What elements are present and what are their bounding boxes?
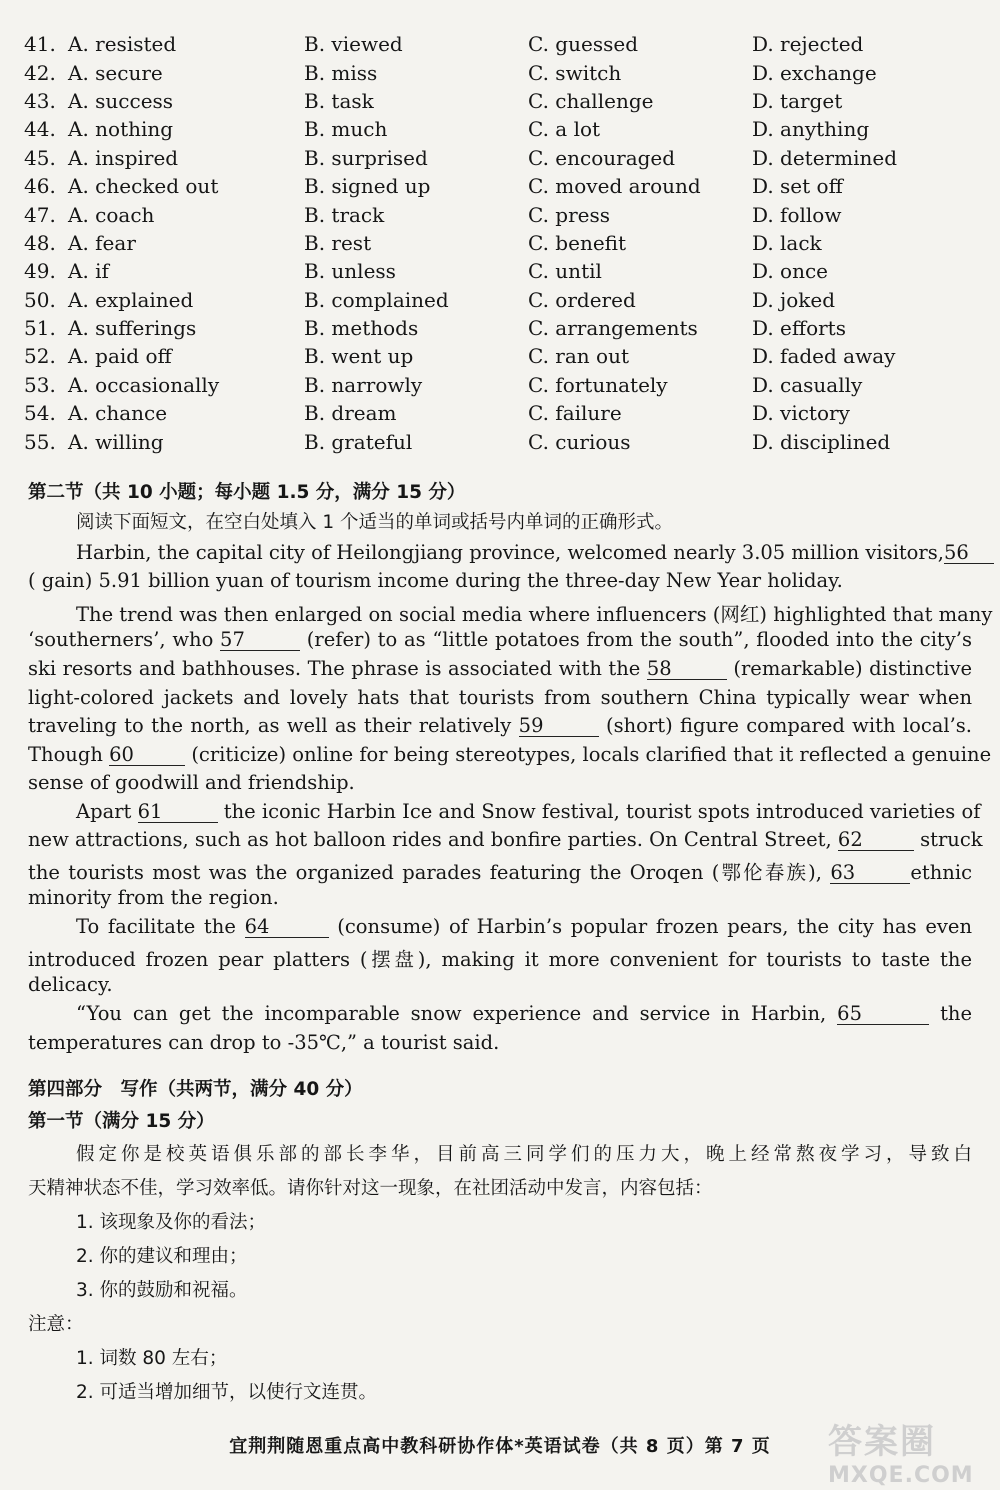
option-b: B. viewed: [304, 32, 403, 57]
option-c: C. ran out: [528, 344, 629, 369]
blank-56: 56: [944, 543, 994, 564]
blank-59: 59: [519, 716, 599, 737]
part4-heading: 第四部分 写作（共两节，满分 40 分）: [28, 1079, 363, 1100]
option-row: [24, 58, 984, 86]
option-c: C. curious: [528, 429, 631, 454]
passage-line-18: temperatures can drop to -35℃,” a tourist said.: [28, 1031, 500, 1054]
question-number: 55.: [24, 429, 56, 454]
option-c: C. switch: [528, 60, 622, 85]
option-d: D. lack: [752, 230, 822, 255]
option-d: D. victory: [752, 401, 850, 426]
blank-64: 64: [245, 917, 329, 938]
option-d: D. target: [752, 88, 843, 113]
option-a: A. paid off: [68, 344, 172, 369]
option-d: D. determined: [752, 145, 897, 170]
page-footer: 宜荆荆随恩重点高中教科研协作体*英语试卷（共 8 页）第 7 页: [229, 1436, 771, 1457]
option-row: [24, 229, 984, 257]
passage-line-4: ‘southerners’, who 57 (refer) to as “little potatoes from the south”, flooded into the city’s: [28, 628, 972, 651]
option-d: D. faded away: [752, 344, 896, 369]
option-b: B. methods: [304, 316, 419, 341]
option-a: A. secure: [68, 60, 163, 85]
option-b: B. unless: [304, 259, 396, 284]
section2-instruction: 阅读下面短文，在空白处填入 1 个适当的单词或括号内单词的正确形式。: [76, 512, 674, 533]
option-b: B. went up: [304, 344, 414, 369]
passage-line-14: To facilitate the 64 (consume) of Harbin’s popular frozen pears, the city has even: [76, 915, 973, 938]
passage-line-5: ski resorts and bathhouses. The phrase is associated with the 58 (remarkable) distinctive: [28, 657, 973, 680]
option-d: D. anything: [752, 117, 870, 142]
passage-line-2: ( gain) 5.91 billion yuan of tourism income during the three-day New Year holiday.: [28, 569, 843, 592]
option-c: C. fortunately: [528, 372, 668, 397]
option-b: B. dream: [304, 401, 397, 426]
question-number: 44.: [24, 117, 56, 142]
question-number: 53.: [24, 372, 56, 397]
question-number: 42.: [24, 60, 56, 85]
option-b: B. track: [304, 202, 385, 227]
option-a: A. coach: [68, 202, 155, 227]
option-a: A. if: [68, 259, 109, 284]
option-c: C. benefit: [528, 230, 627, 255]
option-c: C. guessed: [528, 32, 638, 57]
option-a: A. nothing: [68, 117, 174, 142]
question-number: 49.: [24, 259, 56, 284]
option-row: [24, 257, 984, 285]
option-b: B. surprised: [304, 145, 428, 170]
option-row: [24, 87, 984, 115]
option-c: C. arrangements: [528, 316, 698, 341]
passage-line-7: traveling to the north, as well as their relatively 59 (short) figure compared with local’s.: [28, 714, 973, 737]
option-d: D. once: [752, 259, 828, 284]
option-a: A. occasionally: [68, 372, 220, 397]
option-row: [24, 115, 984, 143]
option-c: C. until: [528, 259, 602, 284]
option-d: D. exchange: [752, 60, 877, 85]
task-line-1: 假定你是校英语俱乐部的部长李华，目前高三同学们的压力大，晚上经常熬夜学习，导致白: [76, 1144, 972, 1165]
option-row: [24, 172, 984, 200]
question-number: 45.: [24, 145, 56, 170]
option-c: C. ordered: [528, 287, 636, 312]
option-c: C. press: [528, 202, 611, 227]
option-b: B. complained: [304, 287, 449, 312]
question-number: 51.: [24, 316, 56, 341]
part4-subheading: 第一节（满分 15 分）: [28, 1111, 215, 1132]
passage-line-9: sense of goodwill and friendship.: [28, 771, 355, 794]
option-row: [24, 314, 984, 342]
option-row: [24, 371, 984, 399]
passage-line-8: Though 60 (criticize) online for being stereotypes, locals clarified that it reflected a genuine: [28, 743, 992, 766]
option-row: [24, 342, 984, 370]
blank-58: 58: [647, 659, 727, 680]
passage-line-6: light-colored jackets and lovely hats that tourists from southern China typically wear when: [28, 686, 972, 709]
option-a: A. willing: [68, 429, 164, 454]
option-a: A. inspired: [68, 145, 179, 170]
option-b: B. miss: [304, 60, 378, 85]
question-number: 41.: [24, 32, 56, 57]
passage-line-16: delicacy.: [28, 973, 113, 996]
option-row: [24, 427, 984, 455]
note-item-2: 2. 可适当增加细节，以使行文连贯。: [76, 1382, 378, 1403]
task-item-3: 3. 你的鼓励和祝福。: [76, 1280, 248, 1301]
option-row: [24, 399, 984, 427]
question-number: 43.: [24, 88, 56, 113]
option-a: A. explained: [68, 287, 194, 312]
option-d: D. joked: [752, 287, 836, 312]
blank-57: 57: [220, 630, 300, 651]
blank-65: 65: [837, 1004, 929, 1025]
option-a: A. chance: [68, 401, 168, 426]
option-c: C. a lot: [528, 117, 601, 142]
watermark-logo: 答案圈 MXQE.COM: [828, 1422, 974, 1488]
option-a: A. fear: [68, 230, 136, 255]
passage-line-13: minority from the region.: [28, 886, 279, 909]
option-d: D. efforts: [752, 316, 846, 341]
passage-line-10: Apart 61 the iconic Harbin Ice and Snow festival, tourist spots introduced varieties of: [76, 800, 981, 823]
section2-heading: 第二节（共 10 小题；每小题 1.5 分，满分 15 分）: [28, 482, 466, 503]
option-row: [24, 286, 984, 314]
option-row: [24, 200, 984, 228]
option-row: [24, 30, 984, 58]
blank-63: 63: [830, 863, 910, 884]
option-c: C. challenge: [528, 88, 654, 113]
passage-line-15: introduced frozen pear platters (摆盘), making it more convenient for tourists to taste the: [28, 948, 972, 971]
option-a: A. sufferings: [68, 316, 197, 341]
option-b: B. signed up: [304, 174, 431, 199]
passage-line-12: the tourists most was the organized parades featuring the Oroqen (鄂伦春族), 63 ethnic: [28, 861, 973, 884]
option-row: [24, 144, 984, 172]
passage-line-1: Harbin, the capital city of Heilongjiang province, welcomed nearly 3.05 million visitors,56: [28, 541, 972, 564]
option-b: B. task: [304, 88, 374, 113]
option-a: A. success: [68, 88, 174, 113]
question-number: 47.: [24, 202, 56, 227]
question-number: 46.: [24, 174, 56, 199]
option-a: A. resisted: [68, 32, 177, 57]
option-b: B. grateful: [304, 429, 413, 454]
passage-line-11: new attractions, such as hot balloon rides and bonfire parties. On Central Street, 62 struck: [28, 828, 983, 851]
question-number: 52.: [24, 344, 56, 369]
blank-60: 60: [109, 745, 185, 766]
option-b: B. rest: [304, 230, 372, 255]
passage-line-3: The trend was then enlarged on social media where influencers (网红) highlighted that many: [76, 603, 993, 626]
option-d: D. disciplined: [752, 429, 891, 454]
passage-line-17: “You can get the incomparable snow experience and service in Harbin, 65 the: [76, 1002, 973, 1025]
option-d: D. casually: [752, 372, 863, 397]
option-d: D. rejected: [752, 32, 864, 57]
option-b: B. much: [304, 117, 388, 142]
blank-62: 62: [838, 830, 914, 851]
option-a: A. checked out: [68, 174, 219, 199]
task-line-2: 天精神状态不佳，学习效率低。请你针对这一现象，在社团活动中发言，内容包括：: [28, 1178, 713, 1199]
option-c: C. moved around: [528, 174, 701, 199]
blank-61: 61: [138, 802, 218, 823]
option-b: B. narrowly: [304, 372, 423, 397]
option-d: D. set off: [752, 174, 843, 199]
option-c: C. encouraged: [528, 145, 676, 170]
options-table: [24, 30, 984, 456]
note-label: 注意：: [28, 1314, 84, 1335]
question-number: 50.: [24, 287, 56, 312]
question-number: 54.: [24, 401, 56, 426]
option-c: C. failure: [528, 401, 622, 426]
task-item-2: 2. 你的建议和理由；: [76, 1246, 248, 1267]
question-number: 48.: [24, 230, 56, 255]
task-item-1: 1. 该现象及你的看法；: [76, 1212, 267, 1233]
note-item-1: 1. 词数 80 左右；: [76, 1348, 228, 1369]
option-d: D. follow: [752, 202, 842, 227]
